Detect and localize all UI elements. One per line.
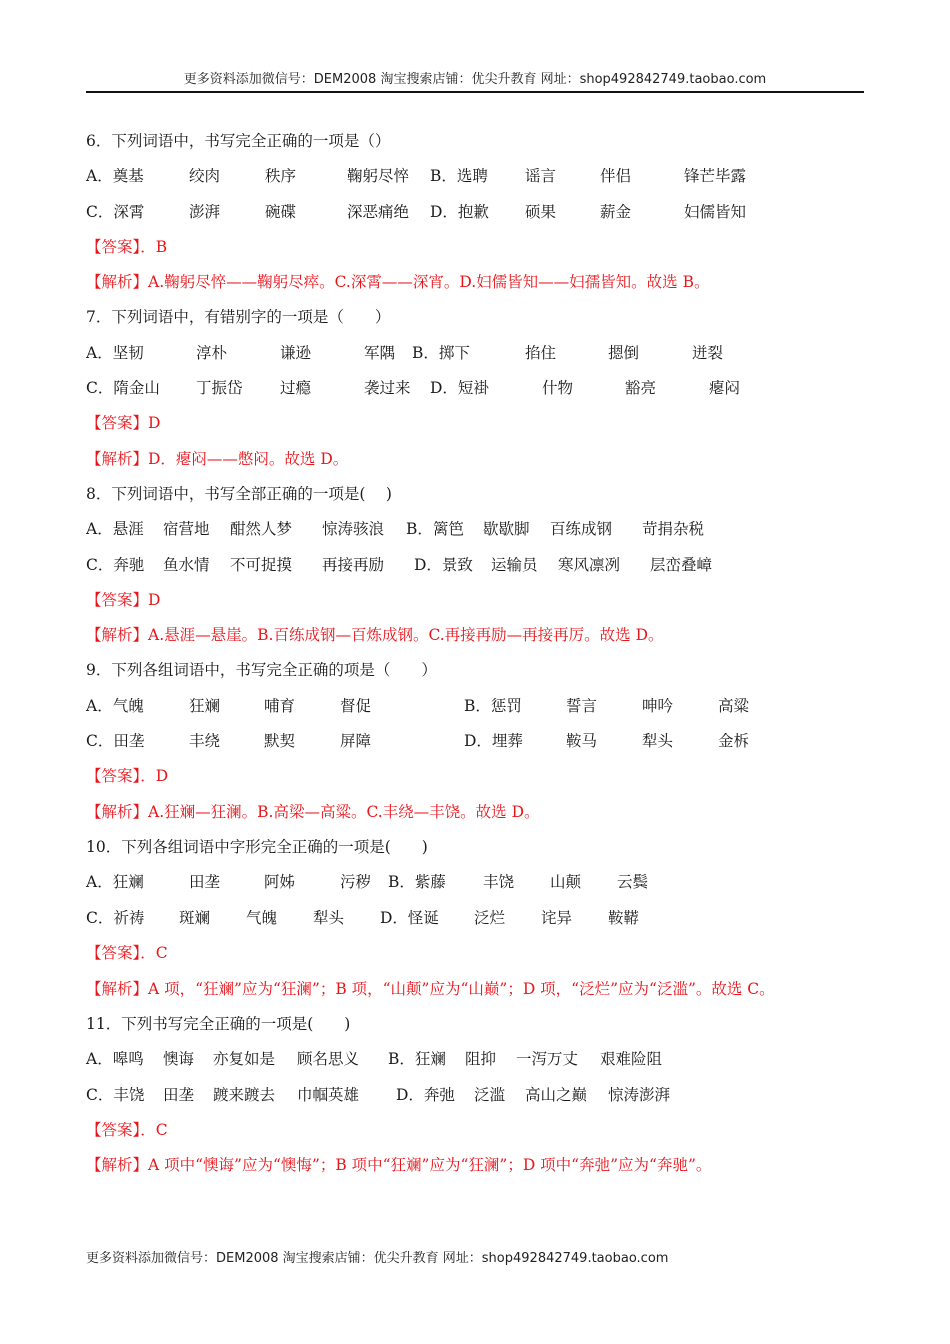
option-word: D．怪诞 — [380, 908, 439, 927]
option-word: 运输员 — [491, 555, 538, 574]
option-word: 寒风凛冽 — [558, 555, 621, 574]
option-word: 呻吟 — [642, 696, 674, 715]
answer-line: 【答案】D — [86, 590, 161, 609]
option-word: 鞍鞯 — [608, 908, 640, 927]
option-word: A．坚韧 — [86, 343, 144, 362]
option-word: 迸裂 — [692, 343, 724, 362]
question-stem: 8．下列词语中，书写全部正确的一项是( ) — [86, 484, 392, 503]
page-header: 更多资料添加微信号：DEM2008 淘宝搜索店铺：优尖升教育 网址：shop492842749.taobao.com — [86, 68, 864, 93]
option-word: 狂斓 — [189, 696, 221, 715]
option-word: 亦复如是 — [213, 1050, 276, 1069]
question-stem: 6．下列词语中，书写完全正确的一项是（） — [86, 132, 391, 150]
option-word: 踱来踱去 — [213, 1085, 276, 1104]
option-word: 深恶痛绝 — [347, 202, 410, 221]
option-word: C．深霄 — [86, 202, 145, 221]
option-word: D．景致 — [414, 555, 473, 574]
answer-line: 【答案】．C — [86, 943, 168, 962]
analysis-line: 【解析】A 项中“懊诲”应为“懊悔”；B 项中“狂斓”应为“狂澜”；D 项中“奔弛”应为“奔驰”。 — [86, 1156, 712, 1175]
option-word: C．田垄 — [86, 732, 145, 751]
option-word: 锋芒毕露 — [684, 167, 747, 186]
option-word: 苛捐杂税 — [642, 520, 705, 539]
option-word: D．奔弛 — [396, 1085, 455, 1104]
option-word: 金柝 — [718, 732, 750, 751]
answer-line: 【答案】D — [86, 414, 161, 433]
option-word: 鱼水情 — [163, 555, 210, 574]
option-word: 绞肉 — [189, 167, 221, 186]
option-word: 谣言 — [525, 167, 557, 186]
option-word: C．奔驰 — [86, 555, 145, 574]
answer-line: 【答案】．D — [86, 767, 169, 786]
option-word: 犁头 — [313, 908, 345, 927]
option-word: 默契 — [264, 732, 296, 751]
option-word: 酣然人梦 — [230, 520, 293, 539]
option-word: 澎湃 — [189, 202, 221, 221]
option-word: 斑斓 — [179, 908, 211, 927]
option-word: 摁倒 — [608, 343, 640, 362]
option-word: A．狂斓 — [86, 873, 144, 892]
option-word: 惊涛骇浪 — [322, 520, 385, 539]
option-word: 鞍马 — [566, 732, 598, 751]
option-word: 云鬓 — [617, 873, 649, 892]
option-word: 泛烂 — [474, 908, 506, 927]
option-word: 屏障 — [340, 732, 372, 751]
option-word: 督促 — [340, 696, 372, 715]
question-list — [86, 124, 864, 1184]
option-word: 百练成钢 — [550, 520, 613, 539]
option-word: 高粱 — [718, 696, 750, 715]
option-word: 层峦叠嶂 — [650, 555, 713, 574]
option-word: A．气魄 — [86, 696, 144, 715]
option-word: 瘪闷 — [709, 379, 741, 398]
option-word: 丰绕 — [189, 732, 221, 751]
option-word: 再接再励 — [322, 555, 385, 574]
option-word: 惊涛澎湃 — [608, 1085, 671, 1104]
page-footer: 更多资料添加微信号：DEM2008 淘宝搜索店铺：优尖升教育 网址：shop492842749.taobao.com — [86, 1251, 669, 1266]
analysis-line: 【解析】D．瘪闷——憋闷。故选 D。 — [86, 449, 349, 468]
option-word: C．隋金山 — [86, 379, 160, 398]
option-word: 巾帼英雄 — [297, 1085, 360, 1104]
option-word: 一泻万丈 — [516, 1050, 579, 1069]
option-word: B．篱笆 — [406, 520, 464, 539]
option-word: 掐住 — [525, 343, 557, 362]
option-word: 不可捉摸 — [230, 555, 293, 574]
option-row — [86, 371, 864, 406]
option-word: 宿营地 — [163, 520, 210, 539]
option-word: 淳朴 — [196, 343, 228, 362]
option-word: 歇歇脚 — [483, 520, 530, 539]
option-word: D．埋葬 — [464, 732, 523, 751]
answer-line: 【答案】．B — [86, 237, 168, 256]
option-word: 田垄 — [189, 873, 221, 892]
option-word: 阿姊 — [264, 873, 296, 892]
option-row — [86, 1078, 864, 1113]
option-word: 什物 — [542, 379, 574, 398]
option-word: 阻抑 — [465, 1050, 497, 1069]
option-word: 薪金 — [600, 202, 632, 221]
analysis-line: 【解析】A.悬涯—悬崖。B.百练成钢—百炼成钢。C.再接再励—再接再厉。故选 D。 — [86, 626, 664, 645]
option-word: A．嗥鸣 — [86, 1050, 144, 1069]
option-word: 气魄 — [246, 908, 278, 927]
option-word: B．惩罚 — [464, 696, 522, 715]
option-word: 秩序 — [265, 167, 297, 186]
option-word: 军隅 — [364, 343, 396, 362]
option-word: 顾名思义 — [297, 1050, 360, 1069]
analysis-line: 【解析】A 项，“狂斓”应为“狂澜”；B 项，“山颠”应为“山巅”；D 项，“泛烂”应为“泛滥”。故选 C。 — [86, 980, 775, 999]
option-row — [86, 865, 864, 900]
option-word: 豁亮 — [625, 379, 657, 398]
option-word: D．抱歉 — [430, 202, 489, 221]
option-word: 艰难险阻 — [600, 1050, 663, 1069]
option-word: C．祈祷 — [86, 908, 145, 927]
answer-line: 【答案】．C — [86, 1121, 168, 1140]
option-word: 袭过来 — [364, 379, 411, 398]
analysis-line: 【解析】A.狂斓—狂澜。B.高梁—高粱。C.丰绕—丰饶。故选 D。 — [86, 802, 540, 821]
option-word: 山颠 — [550, 873, 582, 892]
option-row — [86, 512, 864, 547]
option-row — [86, 901, 864, 936]
question-stem: 7．下列词语中，有错别字的一项是（ ） — [86, 308, 391, 327]
question-stem: 11．下列书写完全正确的一项是( ) — [86, 1015, 351, 1034]
option-row — [86, 548, 864, 583]
question-stem: 9．下列各组词语中，书写完全正确的项是（ ） — [86, 661, 437, 680]
option-word: 污秽 — [340, 873, 372, 892]
option-row — [86, 195, 864, 230]
option-word: 泛滥 — [474, 1085, 506, 1104]
option-word: 丰饶 — [483, 873, 515, 892]
option-row — [86, 159, 864, 194]
option-word: 丁振岱 — [196, 379, 243, 398]
option-word: C．丰饶 — [86, 1085, 145, 1104]
option-word: 诧异 — [541, 908, 573, 927]
option-word: B．掷下 — [412, 343, 470, 362]
analysis-line: 【解析】A.鞠躬尽悴——鞠躬尽瘁。C.深霄——深宵。D.妇儒皆知——妇孺皆知。故选 B。 — [86, 273, 710, 292]
option-word: 谦逊 — [280, 343, 312, 362]
option-word: 碗碟 — [265, 202, 297, 221]
option-word: 高山之巅 — [525, 1085, 588, 1104]
option-row — [86, 336, 864, 371]
option-word: A．奠基 — [86, 167, 144, 186]
option-word: 犁头 — [642, 732, 674, 751]
option-word: A．悬涯 — [86, 520, 144, 539]
option-word: 誓言 — [566, 696, 598, 715]
question-stem: 10．下列各组词语中字形完全正确的一项是( ) — [86, 837, 428, 856]
option-word: 鞠躬尽悴 — [347, 167, 410, 186]
option-word: 哺育 — [264, 696, 296, 715]
option-word: 过瘾 — [280, 379, 312, 398]
option-word: B．选聘 — [430, 167, 488, 186]
option-row — [86, 724, 864, 759]
option-word: 田垄 — [163, 1085, 195, 1104]
option-word: D．短褂 — [430, 379, 489, 398]
option-word: 懊诲 — [163, 1050, 195, 1069]
option-word: 妇儒皆知 — [684, 202, 747, 221]
option-word: 硕果 — [525, 202, 557, 221]
option-word: B．紫藤 — [388, 873, 446, 892]
option-row — [86, 689, 864, 724]
option-word: B．狂斓 — [388, 1050, 446, 1069]
option-word: 伴侣 — [600, 167, 632, 186]
option-row — [86, 1042, 864, 1077]
